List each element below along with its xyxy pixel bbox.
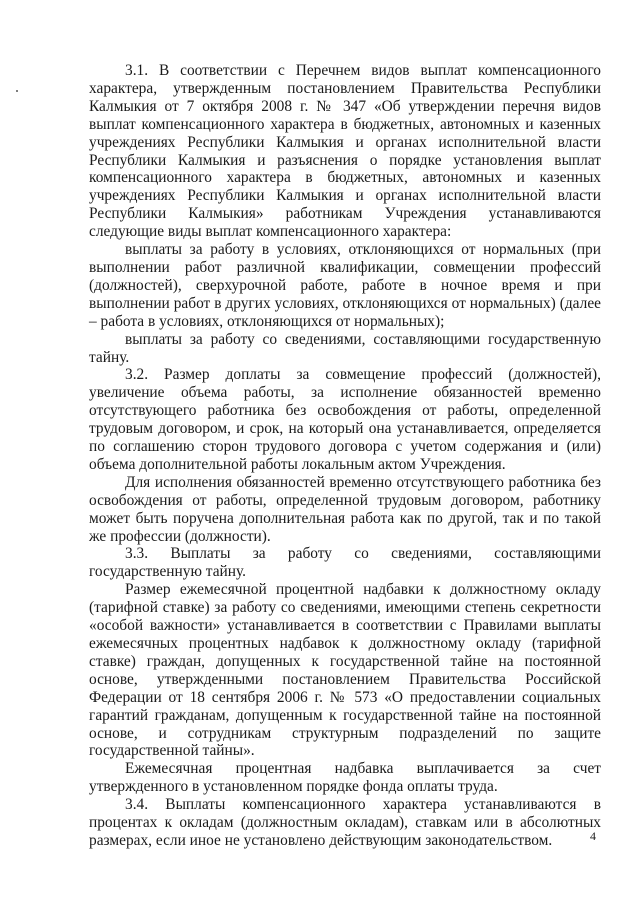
document-body	[89, 62, 601, 850]
page-number: 4	[590, 829, 596, 843]
scan-speck	[16, 90, 18, 92]
paragraph-3-3: 3.3. Выплаты за работу со сведениями, составляющими государственную тайну.	[89, 545, 601, 581]
paragraph-3-4: 3.4. Выплаты компенсационного характера устанавливаются в процентах к окладам (должностным окладам), ставкам или в абсолютных размерах, если иное не установлено действующим законодательством.	[89, 796, 601, 849]
paragraph-3-1: 3.1. В соответствии с Перечнем видов выплат компенсационного характера, утвержденным постановлением Правительства Республики Калмыкия от 7 октября 2008 г. № 347 «Об утверждении перечня видов выплат компенсационного характера в бюджетных, автономных и казенных учреждениях Республики Калмыкия и органах исполнительной власти Республики Калмыкия и разъяснения о порядке установления выплат компенсационного характера в бюджетных, автономных и казенных учреждениях Республики Калмыкия и органах исполнительной власти Республики Калмыкия» работникам Учреждения устанавливаются следующие виды выплат компенсационного характера:	[89, 62, 601, 241]
paragraph-3-2: 3.2. Размер доплаты за совмещение профессий (должностей), увеличение объема работы, за исполнение обязанностей временно отсутствующего работника без освобождения от работы, определенной трудовым договором, и срок, на который она устанавливается, определяется по соглашению сторон трудового договора с учетом содержания и (или) объема дополнительной работы локальным актом Учреждения.	[89, 366, 601, 473]
paragraph-monthly-allowance: Размер ежемесячной процентной надбавки к должностному окладу (тарифной ставке) за работу со сведениями, имеющими степень секретности «особой важности» устанавливается в соответствии с Правилами выплаты ежемесячных процентных надбавок к должностному окладу (тарифной ставке) граждан, допущенных к государственной тайне на постоянной основе, утвержденными постановлением Правительства Российской Федерации от 18 сентября 2006 г. № 573 «О предоставлении социальных гарантий гражданам, допущенным к государственной тайне на постоянной основе, и сотрудникам структурным подразделений по защите государственной тайны».	[89, 581, 601, 760]
paragraph-payroll-fund: Ежемесячная процентная надбавка выплачивается за счет утвержденного в установленном порядке фонда оплаты труда.	[89, 760, 601, 796]
paragraph-state-secret-payments: выплаты за работу со сведениями, составляющими государственную тайну.	[89, 330, 601, 366]
paragraph-temporary-absence: Для исполнения обязанностей временно отсутствующего работника без освобождения от работы, определенной трудовым договором, работнику может быть поручена дополнительная работа как по другой, так и по такой же профессии (должности).	[89, 473, 601, 545]
paragraph-work-conditions: выплаты за работу в условиях, отклоняющихся от нормальных (при выполнении работ различной квалификации, совмещении профессий (должностей), сверхурочной работе, работе в ночное время и при выполнении работ в других условиях, отклоняющихся от нормальных) (далее – работа в условиях, отклоняющихся от нормальных);	[89, 241, 601, 330]
